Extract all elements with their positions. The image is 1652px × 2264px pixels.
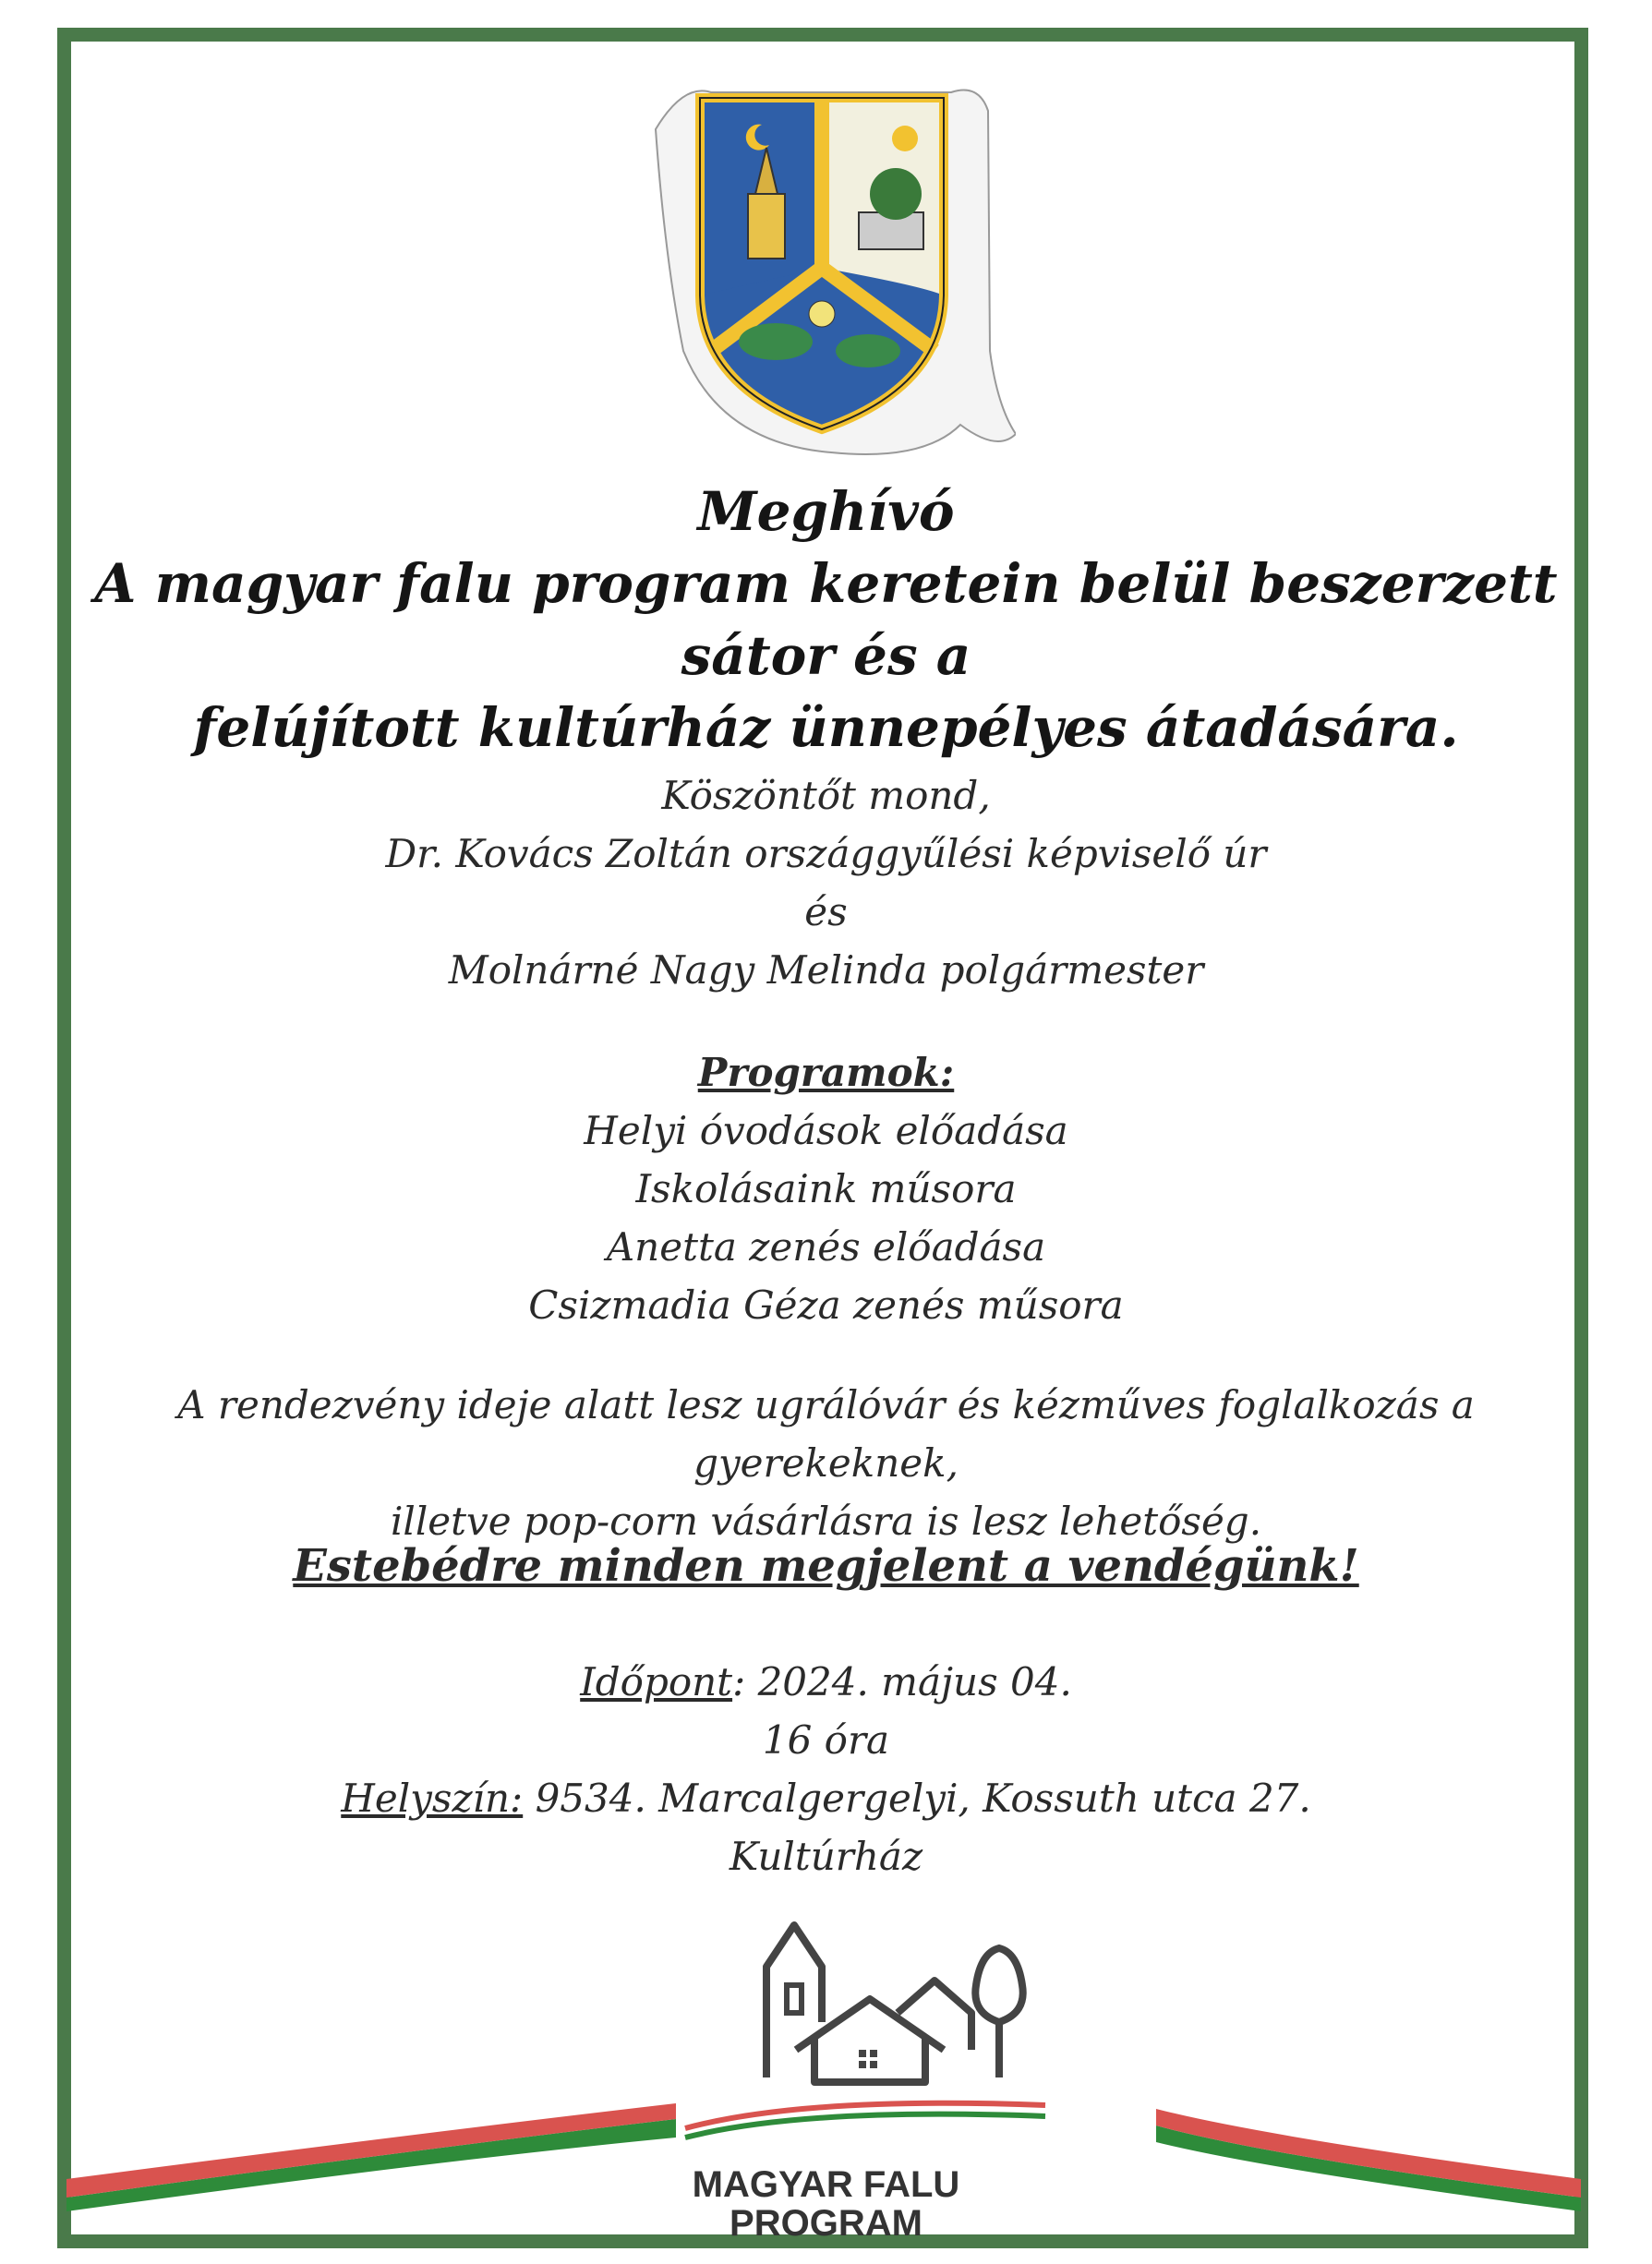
program-item: Helyi óvodások előadása bbox=[584, 1108, 1068, 1153]
activities-block bbox=[92, 1376, 1560, 1550]
speaker-2: Molnárné Nagy Melinda polgármester bbox=[448, 947, 1204, 993]
activities-line-2: illetve pop-corn vásárlásra is lesz lehetőség. bbox=[390, 1499, 1262, 1544]
conjunction: és bbox=[804, 889, 848, 934]
programs-block bbox=[74, 1043, 1578, 1334]
page-title: Meghívó bbox=[697, 480, 955, 543]
logo-line-2: PROGRAM bbox=[730, 2203, 922, 2244]
activities-line-1: A rendezvény ideje alatt lesz ugrálóvár és kézműves foglalkozás a gyerekeknek, bbox=[177, 1382, 1475, 1486]
dinner-note: Estebédre minden megjelent a vendégünk! bbox=[293, 1540, 1359, 1592]
program-item: Csizmadia Géza zenés műsora bbox=[528, 1283, 1124, 1328]
speaker-1: Dr. Kovács Zoltán országgyűlési képviselő úr bbox=[385, 831, 1267, 876]
program-item: Iskolásaink műsora bbox=[635, 1166, 1017, 1211]
subtitle-line-2: felújított kultúrház ünnepélyes átadására. bbox=[193, 696, 1459, 759]
program-item: Anetta zenés előadása bbox=[606, 1224, 1046, 1270]
event-venue: Kultúrház bbox=[729, 1834, 923, 1879]
logo-line-1: MAGYAR FALU bbox=[692, 2164, 960, 2205]
greeting-intro: Köszöntőt mond, bbox=[661, 773, 991, 818]
event-details bbox=[74, 1653, 1578, 1885]
programs-heading: Programok: bbox=[697, 1050, 955, 1095]
dinner-note-block bbox=[74, 1537, 1578, 1596]
invitation-heading bbox=[74, 476, 1578, 764]
place-label: Helyszín: bbox=[341, 1776, 524, 1821]
greeting-block bbox=[74, 766, 1578, 999]
event-date: : 2024. május 04. bbox=[732, 1659, 1072, 1704]
subtitle-line-1: A magyar falu program keretein belül beszerzett sátor és a bbox=[94, 552, 1558, 687]
coat-of-arms-icon bbox=[646, 74, 1016, 462]
time-label: Időpont bbox=[580, 1659, 733, 1704]
event-address: 9534. Marcalgergelyi, Kossuth utca 27. bbox=[523, 1776, 1311, 1821]
event-hour: 16 óra bbox=[762, 1717, 890, 1763]
